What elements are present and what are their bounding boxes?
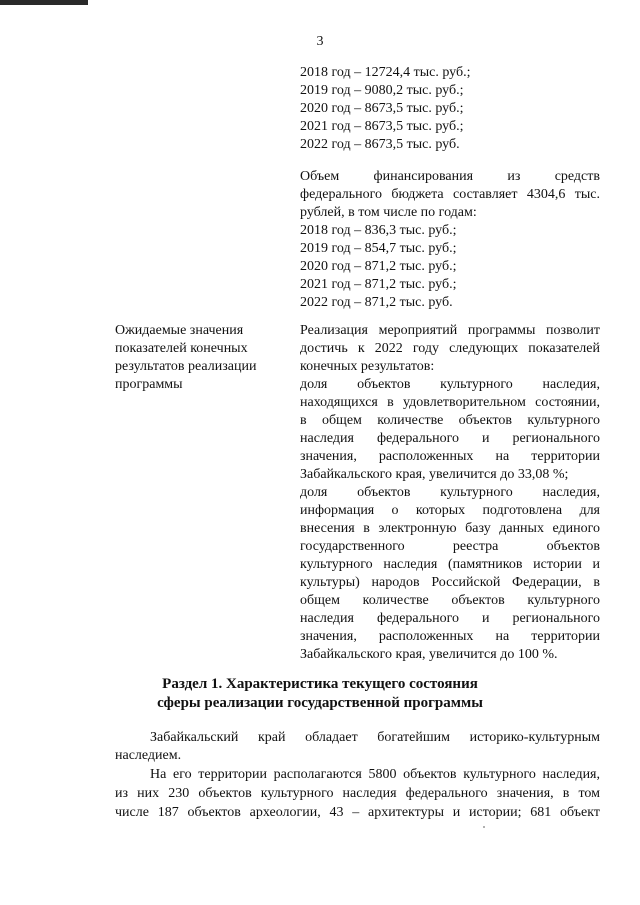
results-text-line: Реализация мероприятий программы позволит <box>300 323 600 338</box>
funding-year-line: 2022 год – 8673,5 тыс. руб. <box>300 137 460 152</box>
scan-corner-mark <box>0 0 88 5</box>
funding-year-line: 2018 год – 836,3 тыс. руб.; <box>300 223 457 238</box>
results-text-line: находящихся в удовлетворительном состоянии, <box>300 395 600 410</box>
results-text-line: доля объектов культурного наследия, <box>300 377 600 392</box>
funding-year-line: 2018 год – 12724,4 тыс. руб.; <box>300 65 471 80</box>
results-text-line: в общем количестве объектов культурного <box>300 413 600 428</box>
row-label-line: Ожидаемые значения <box>115 323 244 338</box>
results-text-line: доля объектов культурного наследия, <box>300 485 600 500</box>
results-text-line: культуры) народов Российской Федерации, в <box>300 575 600 590</box>
paragraph-line: Забайкальский край обладает богатейшим историко-культурным <box>150 730 600 745</box>
funding-year-line: 2020 год – 871,2 тыс. руб.; <box>300 259 457 274</box>
row-label-line: результатов реализации <box>115 359 257 374</box>
funding-year-line: 2021 год – 871,2 тыс. руб.; <box>300 277 457 292</box>
results-text-line: государственного реестра объектов <box>300 539 600 554</box>
results-text-line: общем количестве объектов культурного <box>300 593 600 608</box>
funding-year-line: 2022 год – 871,2 тыс. руб. <box>300 295 453 310</box>
paragraph-line: наследием. <box>115 748 182 763</box>
federal-funding-text-line: Объем финансирования из средств <box>300 169 600 184</box>
funding-year-line: 2019 год – 854,7 тыс. руб.; <box>300 241 457 256</box>
results-text-line: Забайкальского края, увеличится до 100 %. <box>300 647 558 662</box>
results-text-line: наследия федерального и регионального <box>300 611 600 626</box>
paragraph-line: из них 230 объектов культурного наследия федерального значения, в том <box>115 786 600 801</box>
paragraph-line: числе 187 объектов археологии, 43 – архитектуры и истории; 681 объект <box>115 805 600 820</box>
federal-funding-text-line: федерального бюджета составляет 4304,6 тыс. <box>300 187 600 202</box>
funding-year-line: 2020 год – 8673,5 тыс. руб.; <box>300 101 464 116</box>
results-text-line: значения, расположенных на территории <box>300 629 600 644</box>
results-text-line: внесения в электронную базу данных единого <box>300 521 600 536</box>
section-heading-line: сферы реализации государственной программы <box>157 695 483 711</box>
results-text-line: информация о которых подготовлена для <box>300 503 600 518</box>
row-label-line: показателей конечных <box>115 341 248 356</box>
section-heading-line: Раздел 1. Характеристика текущего состояния <box>162 676 478 692</box>
page-number: 3 <box>316 34 324 49</box>
results-text-line: достичь к 2022 году следующих показателей <box>300 341 600 356</box>
funding-year-line: 2019 год – 9080,2 тыс. руб.; <box>300 83 464 98</box>
row-label-line: программы <box>115 377 183 392</box>
results-text-line: значения, расположенных на территории <box>300 449 600 464</box>
federal-funding-text-line: рублей, в том числе по годам: <box>300 205 477 220</box>
paragraph-line: На его территории располагаются 5800 объектов культурного наследия, <box>150 767 600 782</box>
results-text-line: наследия федерального и регионального <box>300 431 600 446</box>
funding-year-line: 2021 год – 8673,5 тыс. руб.; <box>300 119 464 134</box>
results-text-line: Забайкальского края, увеличится до 33,08 %; <box>300 467 569 482</box>
results-text-line: культурного наследия (памятников истории и <box>300 557 600 572</box>
scan-speck <box>483 826 485 828</box>
results-text-line: конечных результатов: <box>300 359 435 374</box>
